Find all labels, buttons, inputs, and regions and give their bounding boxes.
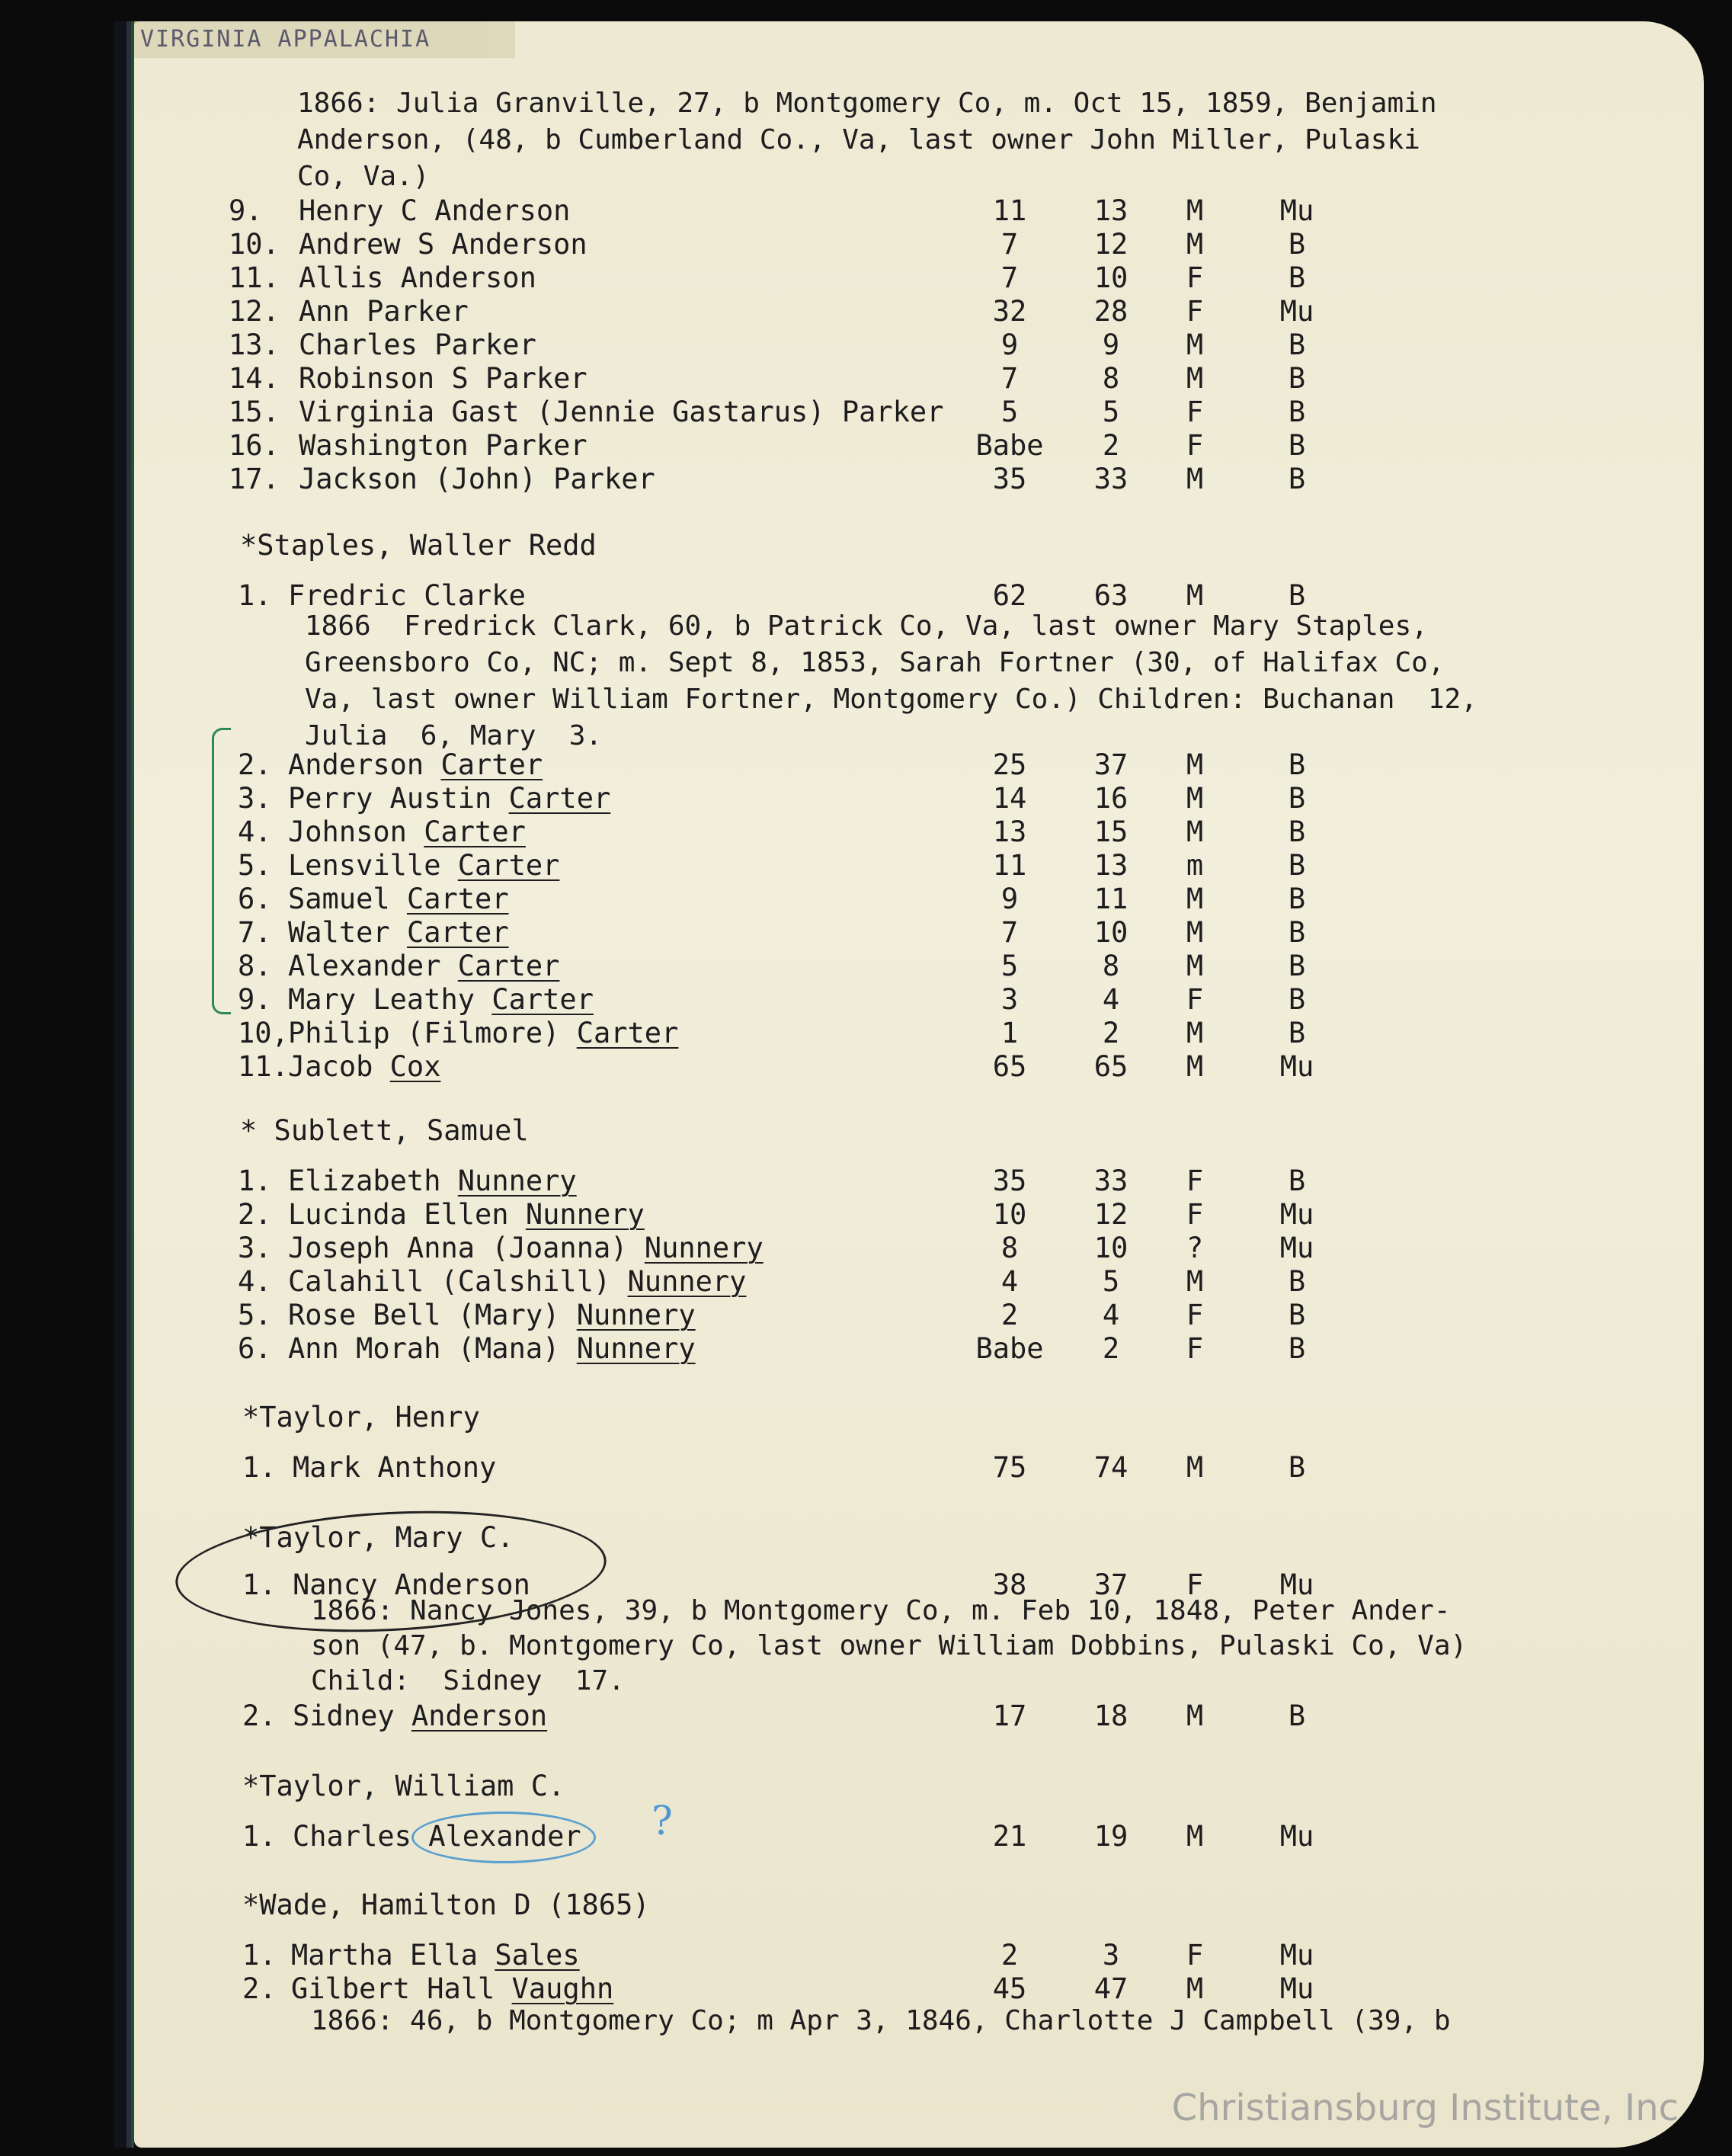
age-1860: 38: [992, 1568, 1027, 1601]
taylor-note-line: Child: Sidney 17.: [311, 1665, 625, 1696]
age-1860: 5: [1000, 396, 1019, 428]
race: B: [1288, 579, 1306, 612]
age-1870: 5: [1102, 1265, 1120, 1298]
age-1860: 65: [992, 1050, 1027, 1083]
row-number: 3.: [238, 782, 272, 815]
race: Mu: [1279, 1050, 1314, 1083]
row-number: 13.: [229, 328, 280, 361]
person-name: Virginia Gast (Jennie Gastarus) Parker: [299, 396, 944, 428]
age-1860: 7: [1000, 362, 1019, 395]
sex: M: [1186, 1972, 1204, 2005]
sex: F: [1186, 1299, 1204, 1331]
race: B: [1288, 748, 1306, 781]
person-name: Lucinda Ellen Nunnery: [288, 1198, 645, 1231]
person-name: Joseph Anna (Joanna) Nunnery: [288, 1232, 764, 1264]
sex: F: [1186, 295, 1204, 328]
age-1870: 9: [1102, 328, 1120, 361]
row-number: 16.: [229, 429, 280, 462]
age-1860: 75: [992, 1451, 1027, 1484]
age-1870: 5: [1102, 396, 1120, 428]
row-number: 17.: [229, 463, 280, 495]
surname-underlined: Carter: [508, 782, 611, 815]
age-1860: 32: [992, 295, 1027, 328]
age-1860: 35: [992, 463, 1027, 495]
surname-underlined: Carter: [440, 748, 543, 781]
age-1870: 28: [1093, 295, 1129, 328]
sex: M: [1186, 815, 1204, 848]
person-name: Jacob Cox: [288, 1050, 441, 1083]
row-number: 6.: [238, 1332, 272, 1365]
age-1860: 35: [992, 1164, 1027, 1197]
surname-underlined: Carter: [406, 916, 509, 949]
surname-underlined: Carter: [457, 950, 560, 982]
sex: ?: [1186, 1232, 1204, 1264]
age-1860: 10: [992, 1198, 1027, 1231]
surname-underlined: Cox: [389, 1050, 441, 1083]
race: B: [1288, 1017, 1306, 1049]
race: B: [1288, 782, 1306, 815]
owner-heading: *Staples, Waller Redd: [240, 529, 597, 562]
race: B: [1288, 261, 1306, 294]
green-bracket-annotation: [212, 728, 231, 1014]
sex: F: [1186, 1568, 1204, 1601]
row-number: 2.: [242, 1699, 277, 1732]
age-1860: 25: [992, 748, 1027, 781]
row-number: 12.: [229, 295, 280, 328]
sex: F: [1186, 1939, 1204, 1972]
intro-note-line: Co, Va.): [297, 161, 430, 192]
age-1870: 74: [1093, 1451, 1129, 1484]
sex: M: [1186, 883, 1204, 915]
sex: M: [1186, 1265, 1204, 1298]
age-1870: 11: [1093, 883, 1129, 915]
age-1870: 10: [1093, 261, 1129, 294]
age-1860: Babe: [975, 1332, 1044, 1365]
age-1860: 2: [1000, 1299, 1019, 1331]
race: B: [1288, 950, 1306, 982]
race: B: [1288, 362, 1306, 395]
age-1860: 45: [992, 1972, 1027, 2005]
sex: F: [1186, 261, 1204, 294]
intro-note-line: 1866: Julia Granville, 27, b Montgomery Co, m. Oct 15, 1859, Benjamin: [297, 88, 1437, 119]
age-1870: 18: [1093, 1699, 1129, 1732]
sex: M: [1186, 194, 1204, 227]
row-number: 8.: [238, 950, 272, 982]
sex: M: [1186, 463, 1204, 495]
sex: M: [1186, 362, 1204, 395]
age-1860: 7: [1000, 916, 1019, 949]
age-1860: 4: [1000, 1265, 1019, 1298]
age-1860: 13: [992, 815, 1027, 848]
age-1860: 14: [992, 782, 1027, 815]
age-1870: 2: [1102, 1017, 1120, 1049]
age-1870: 10: [1093, 1232, 1129, 1264]
age-1870: 16: [1093, 782, 1129, 815]
surname-underlined: Carter: [424, 815, 526, 848]
row-number: 1.: [242, 1451, 277, 1484]
person-name: Lensville Carter: [288, 849, 560, 882]
age-1860: 11: [992, 849, 1027, 882]
person-name: Jackson (John) Parker: [299, 463, 655, 495]
row-number: 11.: [238, 1050, 289, 1083]
sex: M: [1186, 228, 1204, 261]
race: Mu: [1279, 1232, 1314, 1264]
sex: M: [1186, 1820, 1204, 1853]
race: Mu: [1279, 194, 1314, 227]
row-number: 4.: [238, 1265, 272, 1298]
row-number: 2.: [242, 1972, 277, 2005]
person-name: Allis Anderson: [299, 261, 536, 294]
staples-note-line: Julia 6, Mary 3.: [305, 720, 603, 751]
sex: M: [1186, 1699, 1204, 1732]
sex: M: [1186, 328, 1204, 361]
question-mark-annotation: ?: [652, 1799, 673, 1844]
race: Mu: [1279, 295, 1314, 328]
person-name: Mary Leathy Carter: [288, 983, 594, 1016]
race: B: [1288, 815, 1306, 848]
row-number: 4.: [238, 815, 272, 848]
person-name: Elizabeth Nunnery: [288, 1164, 577, 1197]
age-1860: 21: [992, 1820, 1027, 1853]
person-name: Robinson S Parker: [299, 362, 587, 395]
race: B: [1288, 1164, 1306, 1197]
age-1860: 2: [1000, 1939, 1019, 1972]
age-1860: 8: [1000, 1232, 1019, 1264]
age-1870: 37: [1093, 1568, 1129, 1601]
person-name: Henry C Anderson: [299, 194, 571, 227]
row-number: 7.: [238, 916, 272, 949]
person-name: Charles Parker: [299, 328, 536, 361]
person-name: Martha Ella Sales: [291, 1939, 580, 1972]
person-name: Washington Parker: [299, 429, 587, 462]
sex: M: [1186, 1050, 1204, 1083]
age-1870: 10: [1093, 916, 1129, 949]
owner-heading: * Sublett, Samuel: [240, 1114, 529, 1147]
age-1870: 37: [1093, 748, 1129, 781]
race: B: [1288, 983, 1306, 1016]
row-number: 5.: [238, 1299, 272, 1331]
race: B: [1288, 849, 1306, 882]
age-1870: 13: [1093, 194, 1129, 227]
spine-green-line: [131, 21, 134, 2148]
surname-underlined: Nunnery: [576, 1332, 696, 1365]
owner-heading: *Taylor, William C.: [242, 1770, 565, 1802]
age-1860: 17: [992, 1699, 1027, 1732]
sex: m: [1186, 849, 1204, 882]
sex: F: [1186, 396, 1204, 428]
surname-underlined: Nunnery: [576, 1299, 696, 1331]
race: B: [1288, 883, 1306, 915]
person-name: Philip (Filmore) Carter: [288, 1017, 679, 1049]
age-1870: 4: [1102, 1299, 1120, 1331]
staples-note-line: Greensboro Co, NC; m. Sept 8, 1853, Sarah Fortner (30, of Halifax Co,: [305, 647, 1445, 678]
row-number: 10.: [229, 228, 280, 261]
person-name: Perry Austin Carter: [288, 782, 611, 815]
row-number: 1.: [238, 579, 272, 612]
binding-spine: [114, 21, 126, 2148]
staples-note-line: 1866 Fredrick Clark, 60, b Patrick Co, Va, last owner Mary Staples,: [305, 610, 1428, 642]
sex: M: [1186, 748, 1204, 781]
age-1870: 33: [1093, 463, 1129, 495]
person-name: Calahill (Calshill) Nunnery: [288, 1265, 747, 1298]
surname-underlined: Carter: [491, 983, 594, 1016]
surname-underlined: Nunnery: [627, 1265, 747, 1298]
row-number: 1.: [238, 1164, 272, 1197]
row-number: 1.: [242, 1568, 277, 1601]
row-number: 10,: [238, 1017, 289, 1049]
age-1860: 9: [1000, 883, 1019, 915]
age-1870: 47: [1093, 1972, 1129, 2005]
age-1870: 3: [1102, 1939, 1120, 1972]
row-number: 2.: [238, 748, 272, 781]
owner-heading: *Taylor, Mary C.: [242, 1521, 514, 1554]
intro-note-line: Anderson, (48, b Cumberland Co., Va, last owner John Miller, Pulaski: [297, 124, 1420, 155]
sex: F: [1186, 429, 1204, 462]
sex: M: [1186, 916, 1204, 949]
age-1860: 5: [1000, 950, 1019, 982]
race: B: [1288, 1699, 1306, 1732]
race: B: [1288, 1451, 1306, 1484]
surname-underlined: Nunnery: [457, 1164, 577, 1197]
row-number: 9.: [229, 194, 263, 227]
race: B: [1288, 1332, 1306, 1365]
row-number: 1.: [242, 1820, 277, 1853]
race: B: [1288, 463, 1306, 495]
person-name: Anderson Carter: [288, 748, 543, 781]
surname-underlined: Carter: [457, 849, 560, 882]
race: B: [1288, 1299, 1306, 1331]
surname-underlined: Nunnery: [525, 1198, 645, 1231]
owner-heading: *Wade, Hamilton D (1865): [242, 1889, 650, 1921]
age-1860: 11: [992, 194, 1027, 227]
age-1870: 63: [1093, 579, 1129, 612]
sex: M: [1186, 579, 1204, 612]
race: B: [1288, 1265, 1306, 1298]
race: Mu: [1279, 1568, 1314, 1601]
race: Mu: [1279, 1820, 1314, 1853]
person-name: Ann Parker: [299, 295, 469, 328]
age-1870: 65: [1093, 1050, 1129, 1083]
row-number: 5.: [238, 849, 272, 882]
age-1860: 1: [1000, 1017, 1019, 1049]
watermark: Christiansburg Institute, Inc: [1171, 2087, 1679, 2129]
person-name: Nancy Anderson: [293, 1568, 530, 1601]
person-name: Johnson Carter: [288, 815, 526, 848]
row-number: 9.: [238, 983, 272, 1016]
row-number: 6.: [238, 883, 272, 915]
surname-underlined: Vaughn: [511, 1972, 614, 2005]
age-1870: 15: [1093, 815, 1129, 848]
person-name: Fredric Clarke: [288, 579, 526, 612]
race: B: [1288, 396, 1306, 428]
age-1870: 12: [1093, 228, 1129, 261]
race: Mu: [1279, 1939, 1314, 1972]
age-1870: 19: [1093, 1820, 1129, 1853]
taylor-note-line: son (47, b. Montgomery Co, last owner William Dobbins, Pulaski Co, Va): [311, 1630, 1468, 1661]
person-name: Samuel Carter: [288, 883, 509, 915]
row-number: 2.: [238, 1198, 272, 1231]
wade-note-line: 1866: 46, b Montgomery Co; m Apr 3, 1846, Charlotte J Campbell (39, b: [311, 2005, 1451, 2036]
person-name: Charles Alexander: [293, 1820, 581, 1853]
blue-circle-annotation: [411, 1812, 596, 1863]
person-name: Rose Bell (Mary) Nunnery: [288, 1299, 696, 1331]
taylor-note-line: 1866: Nancy Jones, 39, b Montgomery Co, m. Feb 10, 1848, Peter Ander-: [311, 1595, 1451, 1626]
row-number: 15.: [229, 396, 280, 428]
age-1860: 3: [1000, 983, 1019, 1016]
race: Mu: [1279, 1198, 1314, 1231]
sex: F: [1186, 1198, 1204, 1231]
person-name: Walter Carter: [288, 916, 509, 949]
row-number: 1.: [242, 1939, 277, 1972]
age-1860: Babe: [975, 429, 1044, 462]
race: B: [1288, 916, 1306, 949]
age-1870: 2: [1102, 1332, 1120, 1365]
age-1860: 7: [1000, 261, 1019, 294]
header-strip: VIRGINIA APPALACHIA: [134, 21, 515, 58]
age-1860: 7: [1000, 228, 1019, 261]
sex: F: [1186, 1332, 1204, 1365]
age-1870: 2: [1102, 429, 1120, 462]
race: Mu: [1279, 1972, 1314, 2005]
race: B: [1288, 429, 1306, 462]
surname-underlined: Carter: [576, 1017, 679, 1049]
race: B: [1288, 328, 1306, 361]
sex: F: [1186, 1164, 1204, 1197]
age-1870: 33: [1093, 1164, 1129, 1197]
sex: M: [1186, 782, 1204, 815]
age-1860: 9: [1000, 328, 1019, 361]
row-number: 3.: [238, 1232, 272, 1264]
person-name: Sidney Anderson: [293, 1699, 548, 1732]
person-name: Mark Anthony: [293, 1451, 497, 1484]
age-1870: 4: [1102, 983, 1120, 1016]
row-number: 14.: [229, 362, 280, 395]
age-1860: 62: [992, 579, 1027, 612]
person-name: Andrew S Anderson: [299, 228, 587, 261]
sex: M: [1186, 1451, 1204, 1484]
sex: M: [1186, 1017, 1204, 1049]
surname-underlined: Carter: [406, 883, 509, 915]
row-number: 11.: [229, 261, 280, 294]
age-1870: 13: [1093, 849, 1129, 882]
owner-heading: *Taylor, Henry: [242, 1401, 480, 1434]
surname-underlined: Sales: [495, 1939, 580, 1972]
staples-note-line: Va, last owner William Fortner, Montgomery Co.) Children: Buchanan 12,: [305, 684, 1477, 715]
age-1870: 12: [1093, 1198, 1129, 1231]
person-name: Ann Morah (Mana) Nunnery: [288, 1332, 696, 1365]
sex: M: [1186, 950, 1204, 982]
sex: F: [1186, 983, 1204, 1016]
race: B: [1288, 228, 1306, 261]
age-1870: 8: [1102, 362, 1120, 395]
surname-underlined: Anderson: [411, 1699, 548, 1732]
person-name: Gilbert Hall Vaughn: [291, 1972, 614, 2005]
person-name: Alexander Carter: [288, 950, 560, 982]
age-1870: 8: [1102, 950, 1120, 982]
surname-underlined: Nunnery: [644, 1232, 764, 1264]
